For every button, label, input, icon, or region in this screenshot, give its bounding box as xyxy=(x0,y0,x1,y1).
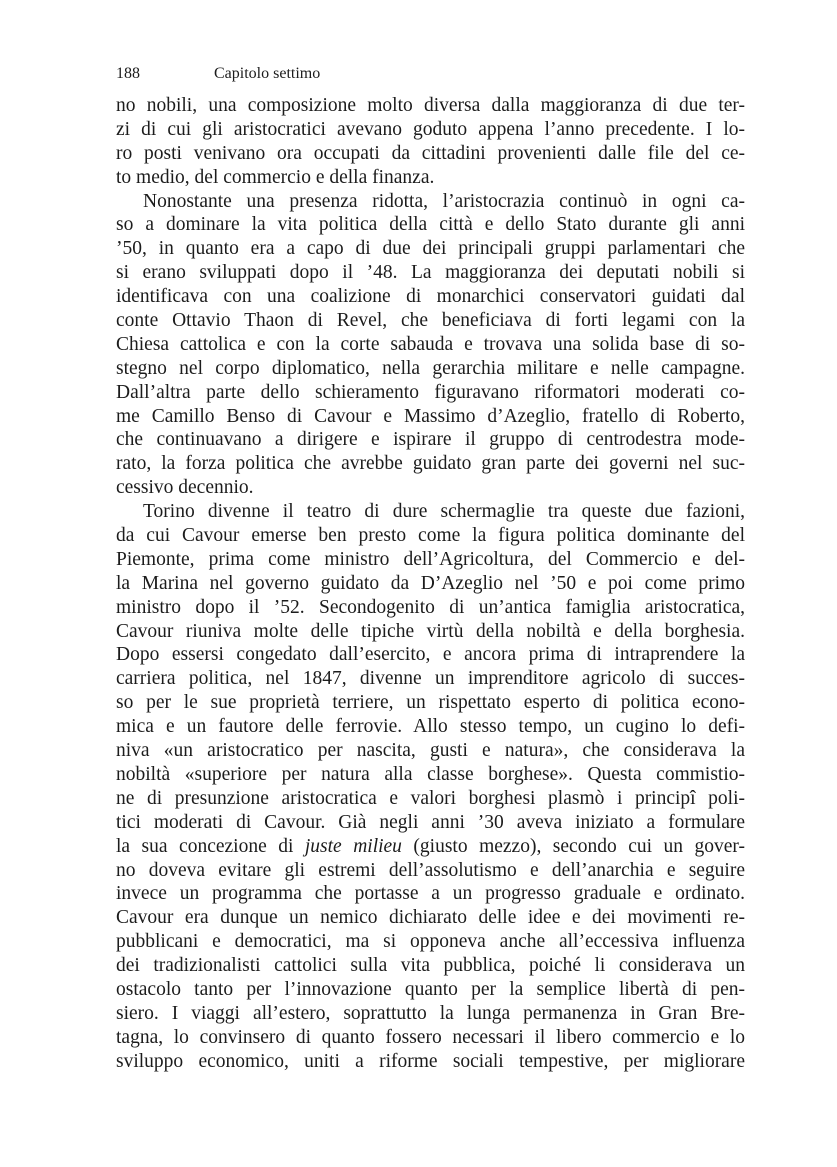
text-line: conte Ottavio Thaon di Revel, che beneficiava di forti legami con la xyxy=(116,310,745,332)
italic-term: juste milieu xyxy=(304,835,402,857)
text-line: tagna, lo convinsero di quanto fossero necessari il libero commercio e lo xyxy=(116,1026,745,1048)
text-line: to medio, del commercio e della finanza. xyxy=(116,166,435,188)
text-segment: la sua concezione di xyxy=(116,835,305,857)
running-head xyxy=(116,62,745,86)
text-line: rato, la forza politica che avrebbe guidato gran parte dei governi nel suc- xyxy=(116,453,745,475)
text-line: mica e un fautore delle ferrovie. Allo stesso tempo, un cugino lo defi- xyxy=(116,716,745,738)
text-line: me Camillo Benso di Cavour e Massimo d’Azeglio, fratello di Roberto, xyxy=(116,405,745,427)
text-line: Piemonte, prima come ministro dell’Agricoltura, del Commercio e del- xyxy=(116,548,745,570)
text-line: nobiltà «superiore per natura alla classe borghese». Questa commistio- xyxy=(116,763,745,785)
text-line: ministro dopo il ’52. Secondogenito di un’antica famiglia aristocratica, xyxy=(116,596,745,618)
text-line: sviluppo economico, uniti a riforme sociali tempestive, per migliorare xyxy=(116,1050,745,1072)
text-line: da cui Cavour emerse ben presto come la figura politica dominante del xyxy=(116,525,745,547)
text-line: stegno nel corpo diplomatico, nella gerarchia militare e nelle campagne. xyxy=(116,357,745,379)
text-line: ostacolo tanto per l’innovazione quanto per la semplice libertà di pen- xyxy=(116,978,745,1000)
text-line: ne di presunzione aristocratica e valori borghesi plasmò i principî poli- xyxy=(116,787,745,809)
text-line: zi di cui gli aristocratici avevano goduto appena l’anno precedente. I lo- xyxy=(116,118,745,140)
text-line: cessivo decennio. xyxy=(116,477,254,499)
text-line: Cavour riuniva molte delle tipiche virtù della nobiltà e della borghesia. xyxy=(116,620,745,642)
text-line: siero. I viaggi all’estero, soprattutto la lunga permanenza in Gran Bre- xyxy=(116,1002,745,1024)
chapter-title: Capitolo settimo xyxy=(214,65,321,82)
text-line: dei tradizionalisti cattolici sulla vita pubblica, poiché li considerava un xyxy=(116,955,745,977)
text-line-with-italic xyxy=(116,835,745,859)
page-number: 188 xyxy=(116,65,140,82)
text-line: Chiesa cattolica e con la corte sabauda e trovava una solida base di so- xyxy=(116,333,745,355)
text-line: Nonostante una presenza ridotta, l’aristocrazia continuò in ogni ca- xyxy=(143,190,745,212)
text-line: Cavour era dunque un nemico dichiarato delle idee e dei movimenti re- xyxy=(116,907,745,929)
text-line: Dall’altra parte dello schieramento figuravano riformatori moderati co- xyxy=(116,381,745,403)
text-line: la Marina nel governo guidato da D’Azeglio nel ’50 e poi come primo xyxy=(116,572,745,594)
text-line: che continuavano a dirigere e ispirare il gruppo di centrodestra mode- xyxy=(116,429,745,451)
text-line: Dopo essersi congedato dall’esercito, e ancora prima di intraprendere la xyxy=(116,644,745,666)
text-line: Torino divenne il teatro di dure schermaglie tra queste due fazioni, xyxy=(143,501,745,523)
text-line: no nobili, una composizione molto diversa dalla maggioranza di due ter- xyxy=(116,95,745,116)
text-line: invece un programma che portasse a un progresso graduale e ordinato. xyxy=(116,883,745,905)
text-line: niva «un aristocratico per nascita, gusti e natura», che considerava la xyxy=(116,740,745,762)
text-line: ’50, in quanto era a capo di due dei principali gruppi parlamentari che xyxy=(116,238,745,260)
text-line: carriera politica, nel 1847, divenne un imprenditore agricolo di succes- xyxy=(116,668,745,690)
body-text xyxy=(116,94,745,1074)
text-line: ro posti venivano ora occupati da cittadini provenienti dalle file del ce- xyxy=(116,142,745,164)
text-line: tici moderati di Cavour. Già negli anni ’30 aveva iniziato a formulare xyxy=(116,811,745,833)
text-line: identificava con una coalizione di monarchici conservatori guidati dal xyxy=(116,286,745,308)
text-line: so a dominare la vita politica della città e dello Stato durante gli anni xyxy=(116,214,745,236)
text-segment: (giusto mezzo), secondo cui un gover- xyxy=(401,835,745,857)
text-line: pubblicani e democratici, ma si opponeva anche all’eccessiva influenza xyxy=(116,931,745,953)
text-line: so per le sue proprietà terriere, un rispettato esperto di politica econo- xyxy=(116,692,745,714)
book-page xyxy=(116,62,745,1074)
text-line: no doveva evitare gli estremi dell’assolutismo e dell’anarchia e seguire xyxy=(116,859,745,881)
text-line: si erano sviluppati dopo il ’48. La maggioranza dei deputati nobili si xyxy=(116,262,745,284)
